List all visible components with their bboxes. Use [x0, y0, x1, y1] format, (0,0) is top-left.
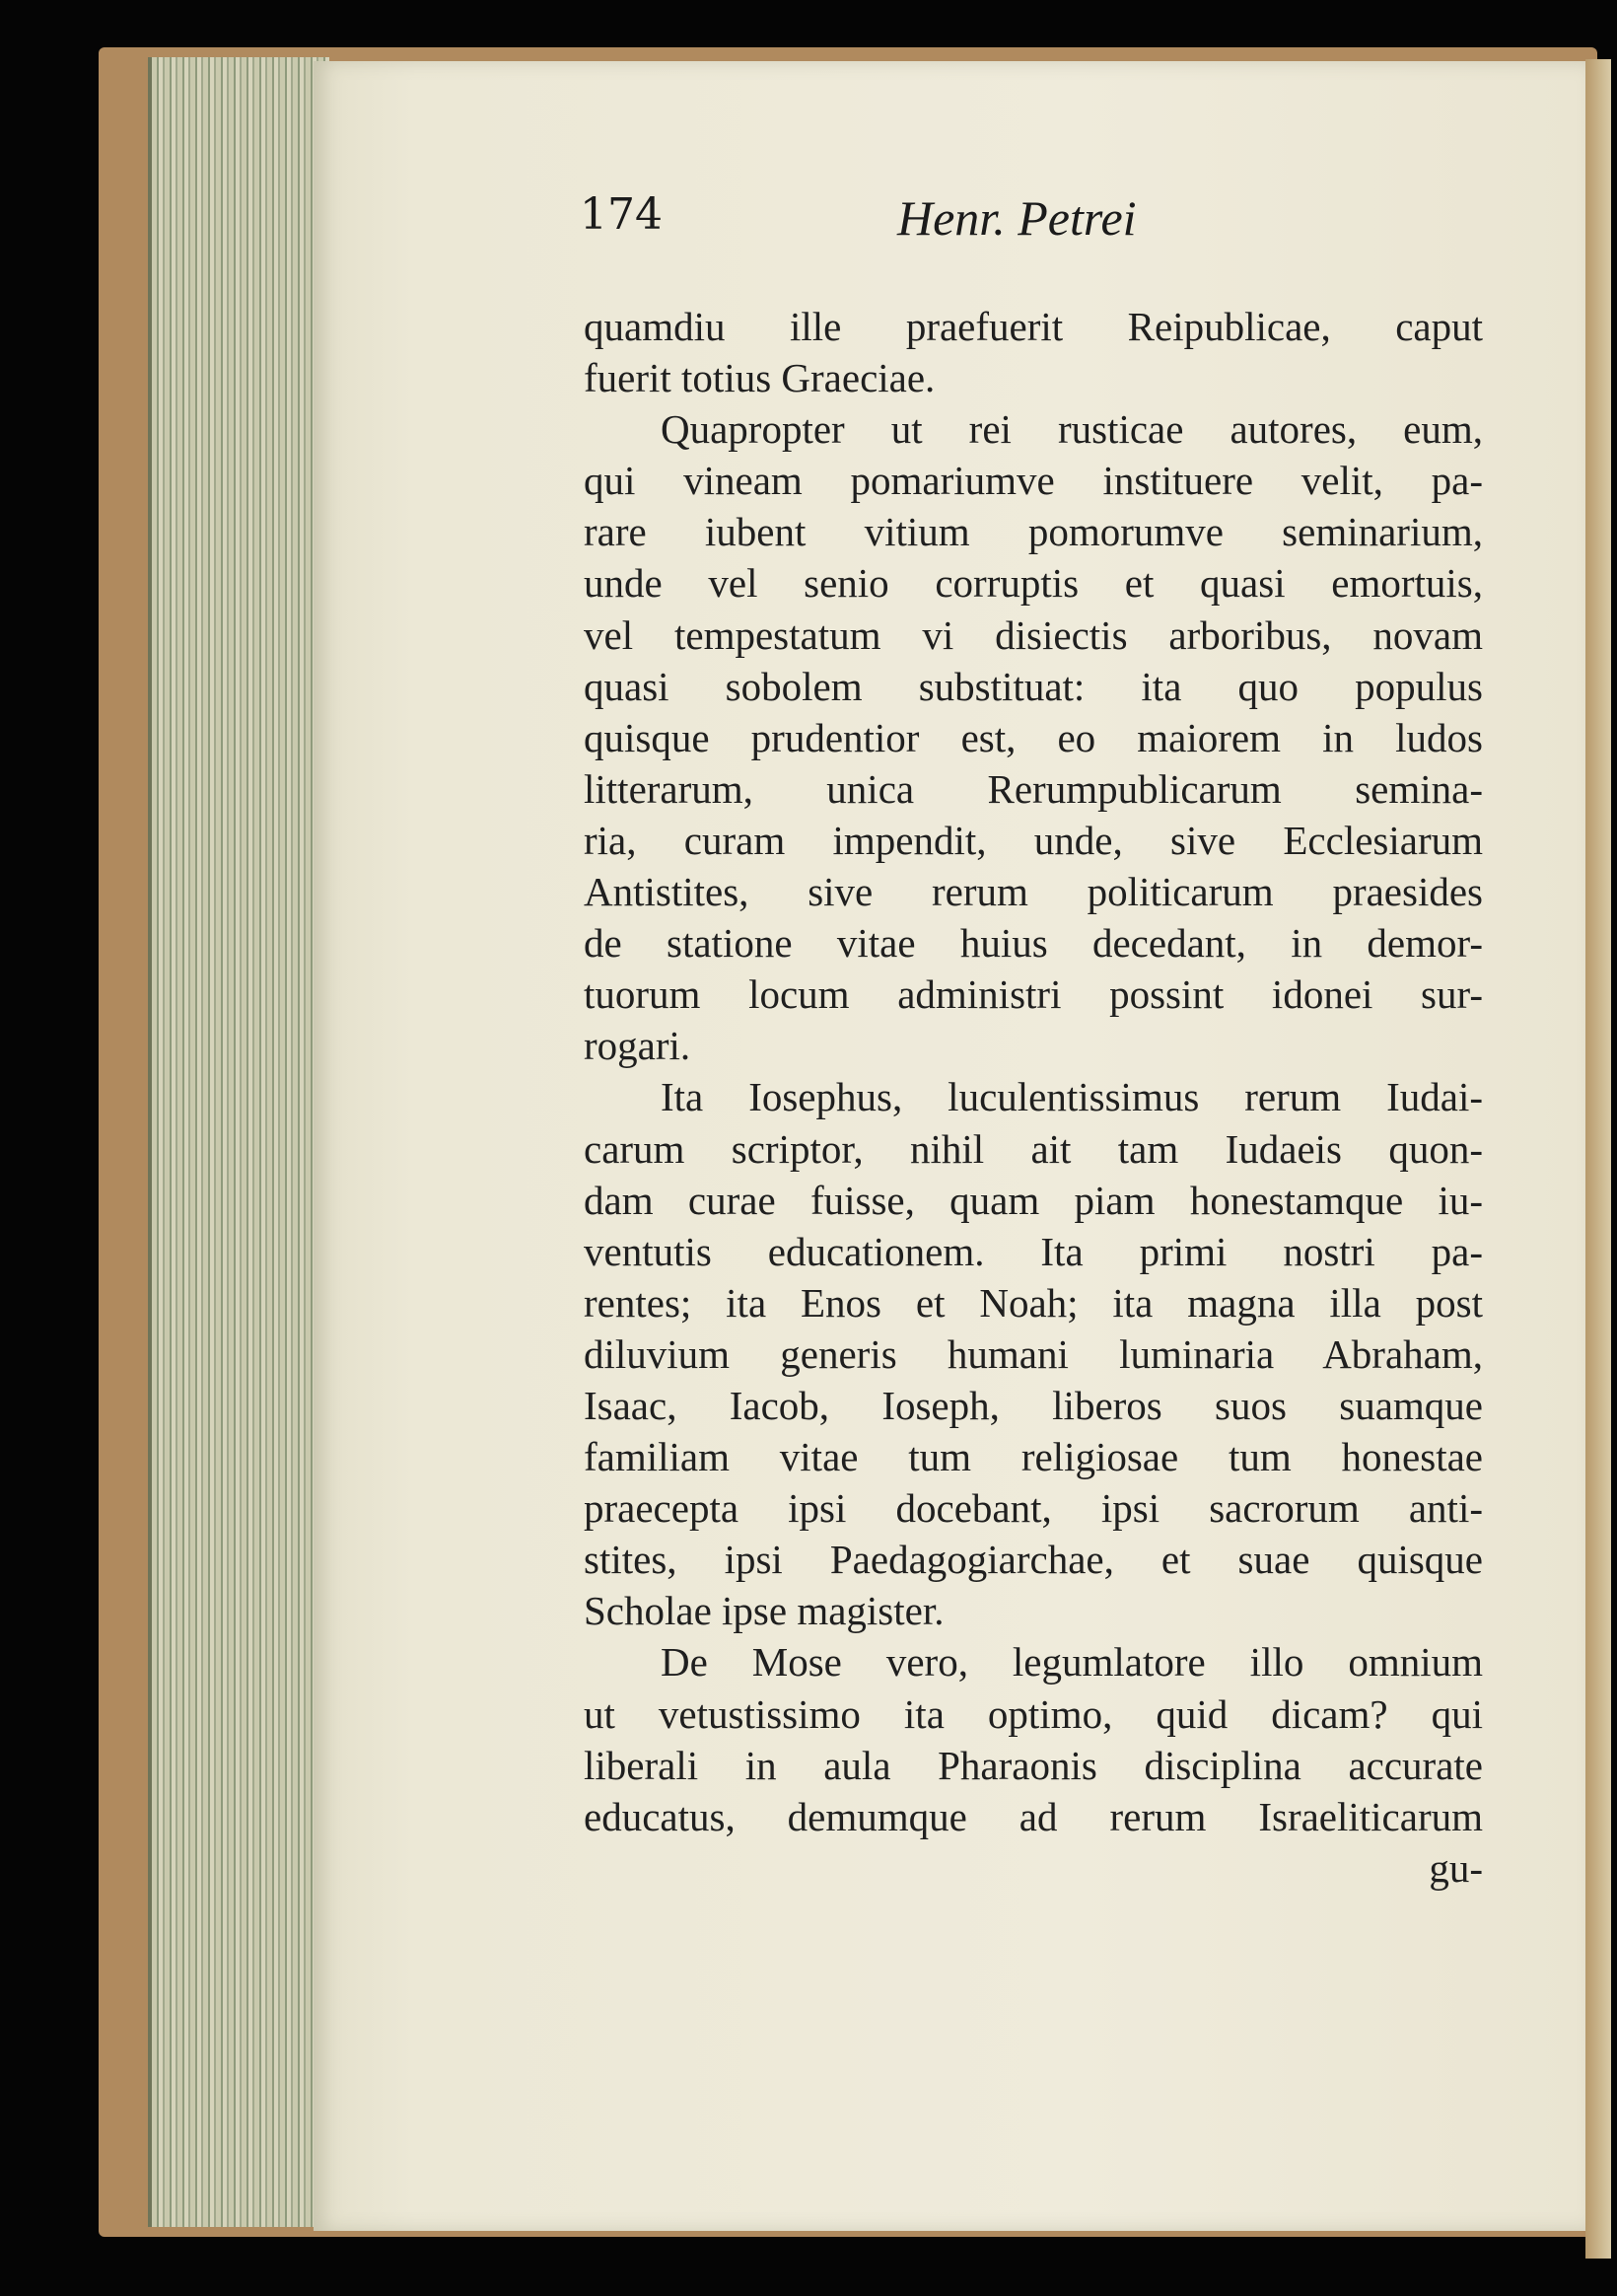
text-line: quasi sobolem substituat: ita quo populus — [584, 663, 1483, 709]
text-line: praecepta ipsi docebant, ipsi sacrorum anti- — [584, 1485, 1483, 1532]
facing-page-edge — [1585, 59, 1611, 2259]
text-line: rare iubent vitium pomorumve seminarium, — [584, 509, 1483, 555]
text-line: dam curae fuisse, quam piam honestamque iu- — [584, 1177, 1483, 1223]
catchword: gu- — [1429, 1844, 1483, 1891]
text-line: stites, ipsi Paedagogiarchae, et suae quisque — [584, 1537, 1483, 1583]
text-line: Scholae ipse magister. — [584, 1588, 945, 1634]
body-text — [584, 301, 1483, 1894]
text-line: ut vetustissimo ita optimo, quid dicam? qui — [584, 1690, 1483, 1737]
text-line: diluvium generis humani luminaria Abraham, — [584, 1330, 1483, 1377]
page-header — [580, 189, 1487, 258]
page-edges — [148, 57, 329, 2227]
text-line: familiam vitae tum religiosae tum honestae — [584, 1434, 1483, 1480]
text-line: Antistites, sive rerum politicarum praesides — [584, 869, 1483, 915]
text-line: unde vel senio corruptis et quasi emortuis, — [584, 560, 1483, 607]
text-line: Quapropter ut rei rusticae autores, eum, — [661, 406, 1483, 453]
text-line: carum scriptor, nihil ait tam Iudaeis quon- — [584, 1125, 1483, 1172]
text-line: tuorum locum administri possint idonei sur- — [584, 971, 1483, 1018]
text-line: qui vineam pomariumve instituere velit, pa- — [584, 458, 1483, 504]
text-line: Isaac, Iacob, Ioseph, liberos suos suamque — [584, 1382, 1483, 1428]
text-line: liberali in aula Pharaonis disciplina accurate — [584, 1742, 1483, 1788]
text-line: fuerit totius Graeciae. — [584, 355, 936, 401]
text-line: quamdiu ille praefuerit Reipublicae, caput — [584, 304, 1483, 349]
text-line: ria, curam impendit, unde, sive Ecclesiarum — [584, 817, 1483, 863]
text-line: De Mose vero, legumlatore illo omnium — [661, 1639, 1483, 1686]
page-number: 174 — [580, 189, 663, 240]
text-line: quisque prudentior est, eo maiorem in ludos — [584, 714, 1483, 760]
text-line: educatus, demumque ad rerum Israeliticarum — [584, 1793, 1483, 1839]
running-head: Henr. Petrei — [897, 190, 1137, 246]
text-line: ventutis educationem. Ita primi nostri pa- — [584, 1228, 1483, 1274]
text-line: vel tempestatum vi disiectis arboribus, novam — [584, 611, 1483, 658]
text-line: rentes; ita Enos et Noah; ita magna illa post — [584, 1279, 1483, 1326]
text-line: de statione vitae huius decedant, in demor- — [584, 920, 1483, 967]
text-line: Ita Iosephus, luculentissimus rerum Iudai- — [661, 1074, 1483, 1120]
text-line: litterarum, unica Rerumpublicarum semina- — [584, 765, 1483, 812]
text-line: rogari. — [584, 1023, 691, 1069]
